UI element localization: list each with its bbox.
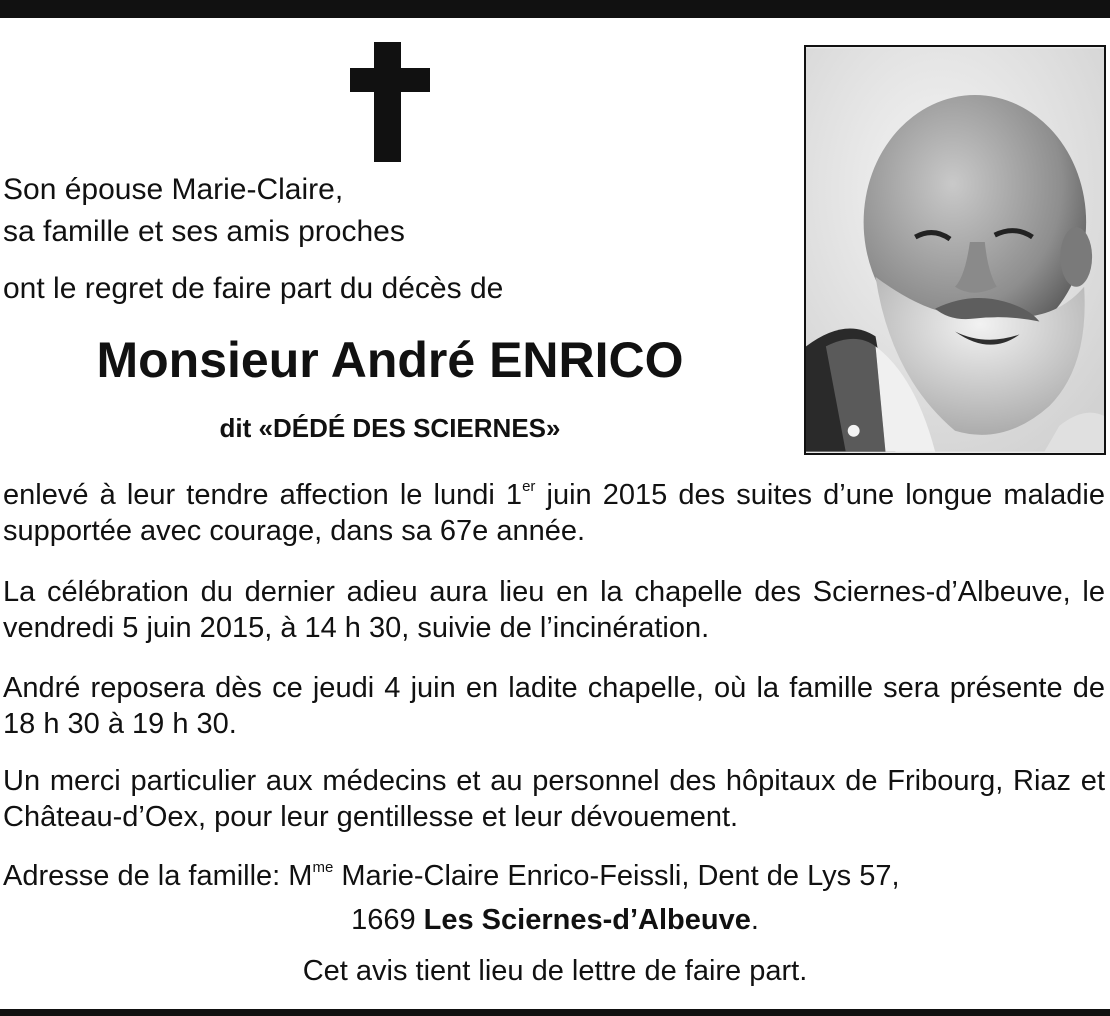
cross-icon xyxy=(340,42,435,167)
intro-line-1: Son épouse Marie-Claire, xyxy=(3,173,344,206)
paragraph-viewing: André reposera dès ce jeudi 4 juin en ladite chapelle, où la famille sera présente de 18 h 30 à 19 h 30. xyxy=(3,672,1105,740)
paragraph-ceremony: La célébration du dernier adieu aura lieu en la chapelle des Sciernes-d’Albeuve, le vendredi 5 juin 2015, à 14 h 30, suivie de l’incinération. xyxy=(3,576,1105,644)
bottom-border-rule xyxy=(0,1009,1110,1016)
paragraph-death-notice: enlevé à leur tendre affection le lundi 1er juin 2015 des suites d’une longue maladie supportée avec courage, dans sa 67e année. xyxy=(3,478,1105,547)
closing-note: Cet avis tient lieu de lettre de faire part. xyxy=(302,955,808,987)
deceased-nickname: dit «DÉDÉ DES SCIERNES» xyxy=(219,413,561,443)
family-address-line-2: 1669 Les Sciernes-d’Albeuve. xyxy=(351,904,759,936)
address-locality: Les Sciernes-d’Albeuve xyxy=(423,904,751,936)
portrait-photo xyxy=(804,45,1106,455)
intro-line-3: ont le regret de faire part du décès de xyxy=(3,272,504,305)
paragraph-thanks: Un merci particulier aux médecins et au personnel des hôpitaux de Fribourg, Riaz et Château-d’Oex, pour leur gentillesse et leur dévouement. xyxy=(3,765,1105,833)
deceased-name: Monsieur André ENRICO xyxy=(96,332,684,388)
family-address-line-1: Adresse de la famille: $M^{me}$ Marie-Claire Enrico-Feissli, Dent de Lys 57, xyxy=(3,859,900,892)
intro-line-2: sa famille et ses amis proches xyxy=(3,215,405,248)
top-border-rule xyxy=(0,0,1110,18)
